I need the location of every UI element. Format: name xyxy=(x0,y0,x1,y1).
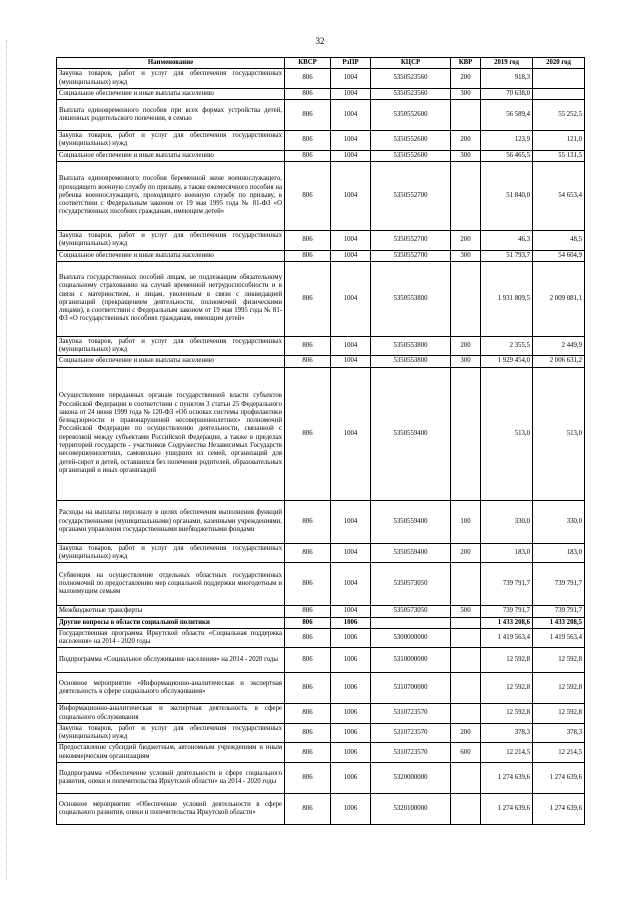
cell-name: Социальное обеспечение и иные выплаты населению xyxy=(57,150,285,161)
cell-name: Межбюджетные трансферты xyxy=(57,606,285,617)
cell-rzpr: 1006 xyxy=(331,743,371,763)
cell-rzpr: 1004 xyxy=(331,261,371,336)
cell-2019: 330,0 xyxy=(481,500,533,543)
header-name: Наименование xyxy=(57,58,285,69)
cell-rzpr: 1004 xyxy=(331,161,371,230)
cell-kvr: 200 xyxy=(451,230,481,250)
cell-2020 xyxy=(533,69,585,89)
cell-name: Государственная программа Иркутской области «Социальная поддержка населения» на 2014 - 2020 годы xyxy=(57,628,285,648)
cell-rzpr: 1006 xyxy=(331,794,371,825)
cell-kvr: 300 xyxy=(451,356,481,367)
cell-kcsr: 5350523560 xyxy=(371,88,451,99)
cell-name: Расходы на выплаты персоналу в целях обеспечения выполнения функций государственными (муниципальными) органами, казенными учреждениями, органами управления государственными внебюджетными фондами xyxy=(57,500,285,543)
cell-kvsr: 806 xyxy=(285,704,331,724)
cell-2020: 330,0 xyxy=(533,500,585,543)
table-row xyxy=(57,563,585,606)
cell-2019: 12 592,8 xyxy=(481,673,533,704)
cell-kvr: 500 xyxy=(451,606,481,617)
cell-2019: 123,9 xyxy=(481,131,533,151)
cell-rzpr: 1004 xyxy=(331,606,371,617)
cell-2020: 2 449,9 xyxy=(533,336,585,356)
cell-2019: 183,0 xyxy=(481,543,533,563)
table-row xyxy=(57,161,585,230)
cell-kvr xyxy=(451,673,481,704)
cell-2019: 12 592,8 xyxy=(481,704,533,724)
cell-kcsr: 5350553800 xyxy=(371,356,451,367)
cell-kcsr: 5350523560 xyxy=(371,69,451,89)
table-row xyxy=(57,356,585,367)
cell-kcsr: 5350573050 xyxy=(371,563,451,606)
cell-kvsr: 806 xyxy=(285,100,331,131)
cell-kvsr: 806 xyxy=(285,500,331,543)
scan-edge-marks xyxy=(6,40,9,880)
cell-2019: 51 840,0 xyxy=(481,161,533,230)
cell-2019: 1 274 639,6 xyxy=(481,794,533,825)
table-body xyxy=(57,69,585,825)
cell-name: Закупка товаров, работ и услуг для обеспечения государственных (муниципальных) нужд xyxy=(57,723,285,743)
cell-2019: 513,0 xyxy=(481,367,533,500)
cell-2019: 1 929 454,0 xyxy=(481,356,533,367)
cell-rzpr: 1006 xyxy=(331,704,371,724)
cell-kvr xyxy=(451,617,481,628)
cell-rzpr: 1004 xyxy=(331,100,371,131)
cell-kcsr: 5320000000 xyxy=(371,763,451,794)
cell-kvr: 600 xyxy=(451,743,481,763)
table-row xyxy=(57,673,585,704)
cell-rzpr: 1006 xyxy=(331,673,371,704)
cell-kvr xyxy=(451,704,481,724)
cell-kvr: 200 xyxy=(451,336,481,356)
cell-kvr xyxy=(451,648,481,673)
cell-rzpr: 1004 xyxy=(331,88,371,99)
cell-kcsr: 5350552700 xyxy=(371,230,451,250)
table-row xyxy=(57,100,585,131)
cell-name: Закупка товаров, работ и услуг для обеспечения государственных (муниципальных) нужд xyxy=(57,69,285,89)
cell-2019: 46,3 xyxy=(481,230,533,250)
cell-2020: 2 009 081,1 xyxy=(533,261,585,336)
cell-rzpr: 1006 xyxy=(331,628,371,648)
table-row xyxy=(57,763,585,794)
cell-kvsr: 806 xyxy=(285,543,331,563)
cell-rzpr: 1004 xyxy=(331,250,371,261)
cell-2019: 70 638,0 xyxy=(481,88,533,99)
cell-name: Осуществление переданных органам государственной власти субъектов Российской Федерации в соответствии с пунктом 3 статьи 25 Федерального закона от 24 июня 1999 года № 120-ФЗ «Об основах системы профилактики безнадзорности и правонарушений несовершеннолетних» полномочий Российской Федерации по осуществлению деятельности, связанной с перевозкой между субъектами Российской Федерации, а также в пределах территорий государств - участников Содружества Независимых Государств несовершеннолетних, самовольно ушедших из семей, организаций для детей-сирот и детей, оставшихся без попечения родителей, образовательных организаций и иных организаций xyxy=(57,367,285,500)
cell-kcsr: 5310700000 xyxy=(371,673,451,704)
cell-kvr xyxy=(451,100,481,131)
cell-kvsr: 806 xyxy=(285,69,331,89)
cell-kvsr: 806 xyxy=(285,617,331,628)
cell-kcsr: 5350559400 xyxy=(371,500,451,543)
cell-2020: 12 214,5 xyxy=(533,743,585,763)
cell-rzpr: 1004 xyxy=(331,500,371,543)
cell-kcsr: 5350552600 xyxy=(371,150,451,161)
cell-kvr: 100 xyxy=(451,500,481,543)
cell-kvsr: 806 xyxy=(285,88,331,99)
table-row xyxy=(57,648,585,673)
cell-kvr xyxy=(451,794,481,825)
cell-2019: 12 214,5 xyxy=(481,743,533,763)
cell-2020: 12 592,8 xyxy=(533,673,585,704)
cell-2020 xyxy=(533,88,585,99)
table-row xyxy=(57,723,585,743)
cell-name: Основное мероприятие «Информационно-аналитическая и экспертная деятельность в сфере социального обслуживания» xyxy=(57,673,285,704)
table-row xyxy=(57,336,585,356)
cell-name: Закупка товаров, работ и услуг для обеспечения государственных (муниципальных) нужд xyxy=(57,336,285,356)
cell-2020: 12 592,8 xyxy=(533,648,585,673)
header-kcsr: КЦСР xyxy=(371,58,451,69)
cell-name: Выплата государственных пособий лицам, не подлежащим обязательному социальному страхованию на случай временной нетрудоспособности и в связи с материнством, и лицам, уволенным в связи с ликвидацией организаций (прекращением деятельности, полномочий физическими лицами), в соответствии с Федеральным законом от 19 мая 1995 года № 81-ФЗ «О государственных пособиях гражданам, имеющим детей» xyxy=(57,261,285,336)
cell-rzpr: 1004 xyxy=(331,230,371,250)
cell-kvr xyxy=(451,628,481,648)
cell-kvsr: 806 xyxy=(285,161,331,230)
cell-kvsr: 806 xyxy=(285,336,331,356)
cell-kvsr: 806 xyxy=(285,150,331,161)
cell-name: Основное мероприятие «Обеспечение условий деятельности в сфере социального развития, опеки и попечительства Иркутской области» xyxy=(57,794,285,825)
cell-2020: 54 604,9 xyxy=(533,250,585,261)
cell-rzpr: 1004 xyxy=(331,150,371,161)
cell-kcsr: 5350552700 xyxy=(371,250,451,261)
cell-kcsr: 5320100000 xyxy=(371,794,451,825)
cell-kvsr: 806 xyxy=(285,723,331,743)
cell-rzpr: 1004 xyxy=(331,69,371,89)
cell-kvsr: 806 xyxy=(285,356,331,367)
cell-2020: 1 274 639,6 xyxy=(533,794,585,825)
header-rzpr: РзПР xyxy=(331,58,371,69)
cell-2020: 2 006 631,2 xyxy=(533,356,585,367)
table-row xyxy=(57,543,585,563)
budget-table xyxy=(56,57,585,825)
cell-2020: 183,0 xyxy=(533,543,585,563)
cell-rzpr: 1004 xyxy=(331,367,371,500)
cell-2020: 55 131,5 xyxy=(533,150,585,161)
cell-kvsr: 806 xyxy=(285,648,331,673)
table-row xyxy=(57,704,585,724)
table-row xyxy=(57,230,585,250)
cell-2019: 378,3 xyxy=(481,723,533,743)
cell-rzpr: 1004 xyxy=(331,543,371,563)
cell-kvr: 200 xyxy=(451,131,481,151)
cell-name: Социальное обеспечение и иные выплаты населению xyxy=(57,250,285,261)
cell-kcsr: 5350559400 xyxy=(371,367,451,500)
cell-2020: 1 274 639,6 xyxy=(533,763,585,794)
cell-name: Подпрограмма «Обеспечение условий деятельности в сфере социального развития, опеки и попечительства Иркутской области» на 2014 - 2020 годы xyxy=(57,763,285,794)
cell-kcsr: 5310000000 xyxy=(371,648,451,673)
cell-kcsr: 5350552600 xyxy=(371,100,451,131)
cell-name: Информационно-аналитическая и экспертная деятельность в сфере социального обслуживания xyxy=(57,704,285,724)
cell-kcsr: 5300000000 xyxy=(371,628,451,648)
cell-kvr: 200 xyxy=(451,723,481,743)
cell-kcsr xyxy=(371,617,451,628)
cell-2019: 12 592,8 xyxy=(481,648,533,673)
table-row xyxy=(57,743,585,763)
table-row xyxy=(57,794,585,825)
table-row xyxy=(57,606,585,617)
cell-2020: 48,5 xyxy=(533,230,585,250)
cell-2020: 121,0 xyxy=(533,131,585,151)
cell-rzpr: 1004 xyxy=(331,356,371,367)
cell-2020: 55 252,5 xyxy=(533,100,585,131)
cell-rzpr: 1006 xyxy=(331,763,371,794)
cell-kvr: 300 xyxy=(451,88,481,99)
cell-rzpr: 1004 xyxy=(331,336,371,356)
table-row xyxy=(57,88,585,99)
cell-name: Социальное обеспечение и иные выплаты населению xyxy=(57,88,285,99)
cell-kvr xyxy=(451,563,481,606)
cell-kvsr: 806 xyxy=(285,261,331,336)
cell-2019: 1 274 639,6 xyxy=(481,763,533,794)
cell-2019: 51 793,7 xyxy=(481,250,533,261)
cell-rzpr: 1006 xyxy=(331,723,371,743)
cell-kcsr: 5350559400 xyxy=(371,543,451,563)
cell-kvr xyxy=(451,763,481,794)
cell-kcsr: 5350552700 xyxy=(371,161,451,230)
cell-name: Закупка товаров, работ и услуг для обеспечения государственных (муниципальных) нужд xyxy=(57,543,285,563)
page-number: 32 xyxy=(315,36,325,46)
table-row xyxy=(57,69,585,89)
table-row xyxy=(57,617,585,628)
cell-name: Подпрограмма «Социальное обслуживание населения» на 2014 - 2020 годы xyxy=(57,648,285,673)
cell-name: Выплата единовременного пособия беременной жене военнослужащего, проходящего военную службу по призыву, а также ежемесячного пособия на ребенка военнослужащего, проходящего военную службу по призыву, в соответствии с Федеральным законом от 19 мая 1995 года № 81-ФЗ «О государственных пособиях гражданам, имеющим детей» xyxy=(57,161,285,230)
cell-name: Субвенция на осуществление отдельных областных государственных полномочий по предоставлению мер социальной поддержки многодетным и малоимущим семьям xyxy=(57,563,285,606)
cell-2019: 1 433 208,6 xyxy=(481,617,533,628)
cell-kvsr: 806 xyxy=(285,743,331,763)
cell-rzpr: 1004 xyxy=(331,131,371,151)
cell-name: Предоставление субсидий бюджетным, автономным учреждениям и иным некоммерческим организациям xyxy=(57,743,285,763)
cell-kvsr: 806 xyxy=(285,673,331,704)
table-row xyxy=(57,367,585,500)
cell-2019: 739 791,7 xyxy=(481,563,533,606)
cell-kvsr: 806 xyxy=(285,794,331,825)
cell-kvr xyxy=(451,161,481,230)
cell-kvr: 300 xyxy=(451,250,481,261)
cell-rzpr: 1004 xyxy=(331,563,371,606)
cell-kvr: 200 xyxy=(451,69,481,89)
cell-name: Закупка товаров, работ и услуг для обеспечения государственных (муниципальных) нужд xyxy=(57,131,285,151)
table-row xyxy=(57,131,585,151)
cell-kvsr: 806 xyxy=(285,628,331,648)
cell-kcsr: 5350552600 xyxy=(371,131,451,151)
cell-kvsr: 806 xyxy=(285,131,331,151)
cell-2020: 1 419 563,4 xyxy=(533,628,585,648)
table-row xyxy=(57,150,585,161)
cell-kvsr: 806 xyxy=(285,563,331,606)
cell-kcsr: 5310723570 xyxy=(371,704,451,724)
cell-rzpr: 1006 xyxy=(331,648,371,673)
table-header-row xyxy=(57,58,585,69)
cell-2019: 1 931 809,5 xyxy=(481,261,533,336)
cell-2019: 739 791,7 xyxy=(481,606,533,617)
header-2020: 2020 год xyxy=(533,58,585,69)
table-row xyxy=(57,500,585,543)
cell-2020: 378,3 xyxy=(533,723,585,743)
cell-kvr xyxy=(451,367,481,500)
cell-kcsr: 5350573050 xyxy=(371,606,451,617)
cell-kvr: 200 xyxy=(451,543,481,563)
cell-kvsr: 806 xyxy=(285,230,331,250)
cell-2019: 1 419 563,4 xyxy=(481,628,533,648)
cell-kvsr: 806 xyxy=(285,606,331,617)
cell-2019: 56 465,5 xyxy=(481,150,533,161)
table-row xyxy=(57,628,585,648)
header-kvsr: КВСР xyxy=(285,58,331,69)
cell-2020: 739 791,7 xyxy=(533,563,585,606)
table-row xyxy=(57,250,585,261)
cell-kcsr: 5310723570 xyxy=(371,723,451,743)
cell-name: Другие вопросы в области социальной политики xyxy=(57,617,285,628)
cell-2019: 2 355,5 xyxy=(481,336,533,356)
header-kvr: КВР xyxy=(451,58,481,69)
cell-kcsr: 5350553800 xyxy=(371,261,451,336)
table-row xyxy=(57,261,585,336)
cell-2020: 739 791,7 xyxy=(533,606,585,617)
cell-name: Выплата единовременного пособия при всех формах устройства детей, лишенных родительского попечения, в семью xyxy=(57,100,285,131)
cell-kvsr: 806 xyxy=(285,763,331,794)
cell-kvsr: 806 xyxy=(285,250,331,261)
cell-kvsr: 806 xyxy=(285,367,331,500)
cell-rzpr: 1006 xyxy=(331,617,371,628)
cell-2019: 918,3 xyxy=(481,69,533,89)
header-2019: 2019 год xyxy=(481,58,533,69)
cell-2020: 513,0 xyxy=(533,367,585,500)
cell-name: Социальное обеспечение и иные выплаты населению xyxy=(57,356,285,367)
cell-kvr xyxy=(451,261,481,336)
cell-2020: 54 653,4 xyxy=(533,161,585,230)
cell-2020: 1 433 208,5 xyxy=(533,617,585,628)
cell-kcsr: 5350553800 xyxy=(371,336,451,356)
cell-2019: 56 589,4 xyxy=(481,100,533,131)
cell-2020: 12 592,8 xyxy=(533,704,585,724)
cell-kcsr: 5310723570 xyxy=(371,743,451,763)
cell-kvr: 300 xyxy=(451,150,481,161)
cell-name: Закупка товаров, работ и услуг для обеспечения государственных (муниципальных) нужд xyxy=(57,230,285,250)
